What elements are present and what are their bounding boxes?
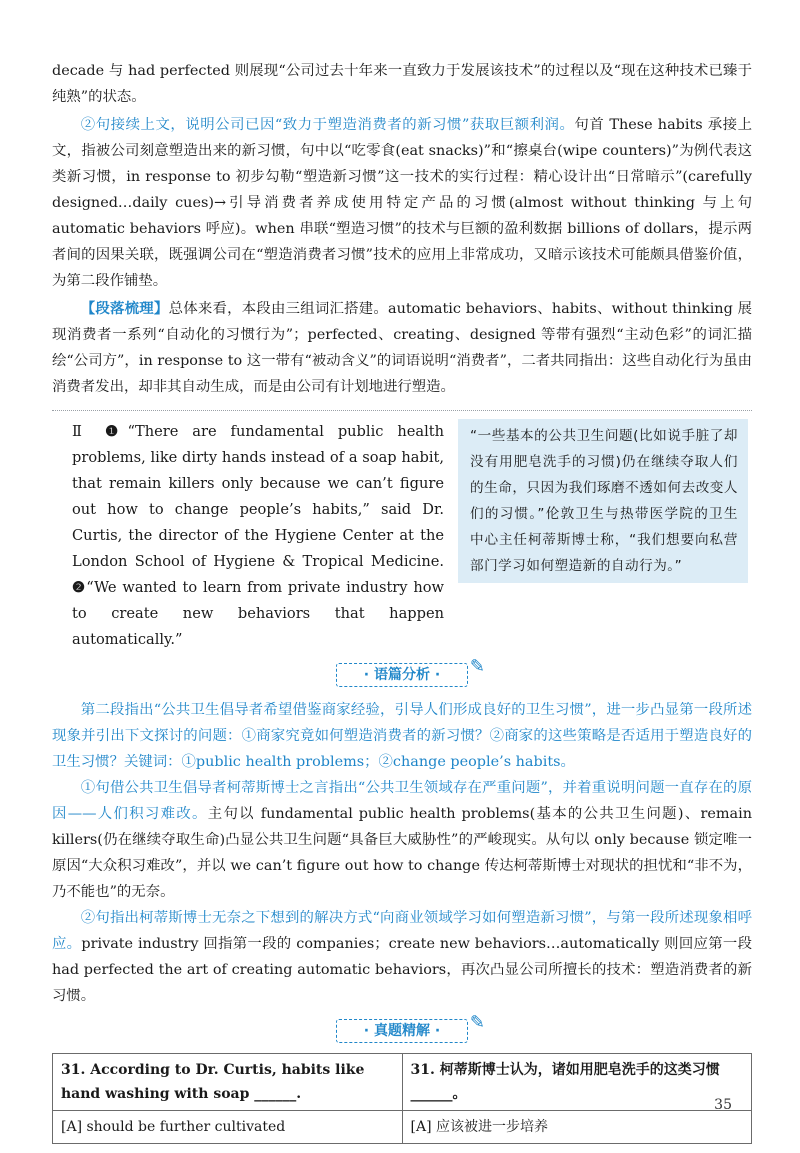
- summary-text: 总体来看，本段由三组词汇搭建。automatic behaviors、habits、without thinking 展现消费者一系列“自动化的习惯行为”；perfected、creating、designed 等带有强烈“主动色彩”的词汇描绘“公司方”，in response to 这一带有“被动含义”的词语说明“消费者”，二者共同指出：这些自动化行为虽由消费者发出，却非其自动生成，而是由公司有计划地进行塑造。: [52, 301, 752, 395]
- sentence-number-2: ❷: [72, 579, 87, 596]
- question-en: 31. According to Dr. Curtis, habits like hand washing with soap ______.: [53, 1054, 403, 1111]
- table-row: [53, 1054, 752, 1111]
- analysis-blue-lead: ②句接续上文，说明公司已因“致力于塑造消费者的新习惯”获取巨额利润。: [80, 117, 575, 133]
- option-a-en: [A] should be further cultivated: [53, 1111, 403, 1144]
- question-table: [52, 1053, 752, 1144]
- question-cn: 31. 柯蒂斯博士认为，诸如用肥皂洗手的这类习惯______。: [402, 1054, 752, 1111]
- quote-sentence-2: “We wanted to learn from private industry how to create new behaviors that happen automatically.”: [72, 579, 444, 648]
- section-title-questions: [336, 1012, 485, 1043]
- analysis-p3-rest: private industry 回指第一段的 companies；create new behaviors…automatically 则回应第一段 had perfected the art of creating automatic behaviors，再次凸显公司所擅长的技术：塑造消费者的新习惯。: [52, 936, 752, 1004]
- table-row: [53, 1111, 752, 1144]
- analysis-rest: 句首 These habits 承接上文，指被公司刻意塑造出来的新习惯，句中以“吃零食(eat snacks)”和“擦桌台(wipe counters)”为例代表这类新习惯，in response to 初步勾勒“塑造新习惯”这一技术的实行过程：精心设计出“日常暗示”(carefully designed…daily cues)→引导消费者养成使用特定产品的习惯(almost without thinking 与上句 automatic behaviors 呼应)。when 串联“塑造习惯”的技术与巨额的盈利数据 billions of dollars，提示两者间的因果关联，既强调公司在“塑造消费者习惯”技术的应用上非常成功，又暗示该技术可能颇具借鉴价值，为第二段作铺垫。: [52, 117, 753, 289]
- roman-numeral: Ⅱ: [72, 423, 92, 440]
- section-title-text: · 真题精解 ·: [363, 1023, 441, 1039]
- analysis-p2-rest: 主句以 fundamental public health problems(基本的公共卫生问题)、remain killers(仍在继续夺取生命)凸显公共卫生问题“具备巨大威胁性”的严峻现实。从句以 only because 锁定唯一原因“大众积习难改”，并以 we can’t figure out how to change 传达柯蒂斯博士对现状的担忧和“非不为，乃不能也”的无奈。: [52, 806, 752, 900]
- paragraph-top: decade 与 had perfected 则展现“公司过去十年来一直致力于发展该技术”的过程以及“现在这种技术已臻于纯熟”的状态。: [52, 63, 752, 105]
- page-number: 35: [714, 1097, 732, 1113]
- analysis-paragraph-3: [52, 905, 752, 1009]
- pen-icon: ✎: [469, 1012, 485, 1033]
- analysis-paragraph-2: [52, 775, 752, 905]
- translation-box: “一些基本的公共卫生问题(比如说手脏了却没有用肥皂洗手的习惯)仍在继续夺取人们的生命，只因为我们琢磨不透如何去改变人们的习惯。”伦敦卫生与热带医学院的卫生中心主任柯蒂斯博士称，“我们想要向私营部门学习如何塑造新的自动行为。”: [458, 419, 748, 583]
- paragraph-summary: [52, 296, 752, 400]
- dotted-divider: [52, 410, 752, 411]
- pen-icon: ✎: [469, 656, 485, 677]
- analysis-p3-blue: ②句指出柯蒂斯博士无奈之下想到的解决方式“向商业领域学习如何塑造新习惯”，与第一段所述现象相呼应。: [52, 910, 752, 952]
- section-title-discourse: [336, 656, 485, 687]
- page-content: [52, 58, 752, 1144]
- sentence-number-1: ❶: [105, 423, 128, 440]
- option-a-cn: [A] 应该被进一步培养: [402, 1111, 752, 1144]
- section-title-text: · 语篇分析 ·: [363, 667, 441, 683]
- analysis-p2-blue: ①句借公共卫生倡导者柯蒂斯博士之言指出“公共卫生领域存在严重问题”，并着重说明问题一直存在的原因——人们积习难改。: [52, 780, 752, 822]
- analysis-paragraph-1: 第二段指出“公共卫生倡导者希望借鉴商家经验，引导人们形成良好的卫生习惯”，进一步凸显第一段所述现象并引出下文探讨的问题：①商家究竟如何塑造消费者的新习惯？②商家的这些策略是否适用于塑造良好的卫生习惯？关键词：①public health problems；②change people’s habits。: [52, 702, 752, 770]
- paragraph-analysis-2: [52, 112, 752, 294]
- quote-section: [52, 419, 752, 653]
- summary-label: 【段落梳理】: [80, 300, 169, 317]
- english-quote: [52, 419, 444, 653]
- quote-sentence-1: “There are fundamental public health problems, like dirty hands instead of a soap habit, that remain killers only because we can’t figure out how to change people’s habits,” said Dr. Curtis, the director of the Hygiene Center at the London School of Hygiene & Tropical Medicine.: [72, 423, 445, 570]
